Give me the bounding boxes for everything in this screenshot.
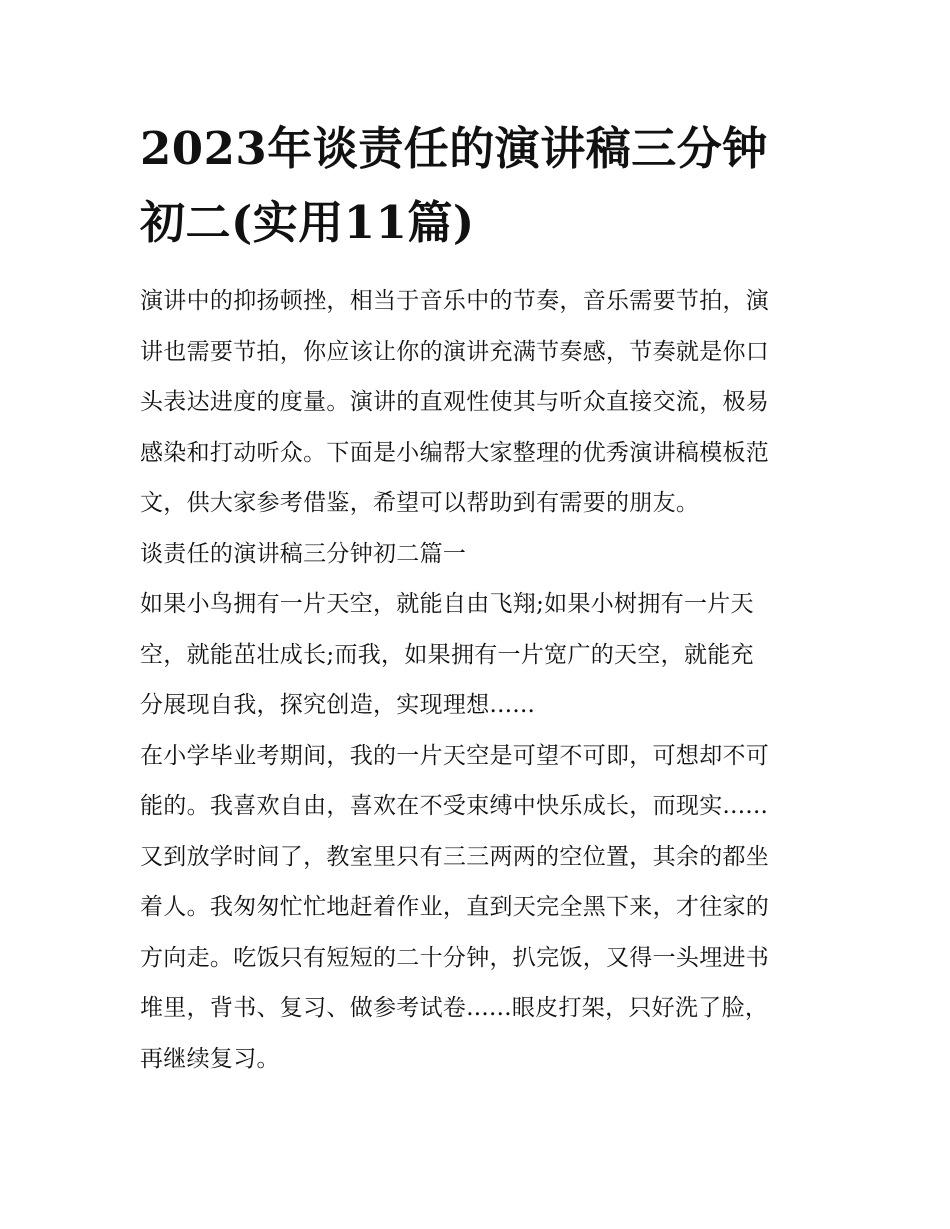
text-line: 演讲中的抑扬顿挫，相当于音乐中的节奏，音乐需要节拍，演: [140, 288, 770, 314]
title-line: 2023年谈责任的演讲稿三分钟: [140, 122, 768, 175]
intro-paragraph: [140, 276, 815, 529]
text-line: 在小学毕业考期间，我的一片天空是可望不可即，可想却不可: [140, 742, 770, 769]
text-line: 文，供大家参考借鉴，希望可以帮助到有需要的朋友。: [140, 490, 700, 516]
text-line: 能的。我喜欢自由，喜欢在不受束缚中快乐成长，而现实......: [140, 793, 769, 819]
text-line: 分展现自我，探究创造，实现理想......: [140, 692, 536, 718]
text-line: 如果小鸟拥有一片天空，就能自由飞翔;如果小树拥有一片天: [140, 591, 754, 617]
text-line: 头表达进度的度量。演讲的直观性使其与听众直接交流，极易: [140, 389, 770, 415]
text-line: 又到放学时间了，教室里只有三三两两的空位置，其余的都坐: [140, 843, 770, 870]
section-heading: [140, 529, 815, 580]
title-line: 初二(实用11篇): [140, 196, 475, 249]
body-paragraph: [140, 832, 815, 1085]
document-content: [140, 112, 815, 1084]
text-line: 着人。我匆匆忙忙地赶着作业，直到天完全黑下来，才往家的: [140, 894, 770, 920]
text-line: 堆里，背书、复习、做参考试卷......眼皮打架，只好洗了脸，: [140, 995, 769, 1021]
text-line: 方向走。吃饭只有短短的二十分钟，扒完饭，又得一头埋进书: [140, 944, 770, 971]
body-paragraph: [140, 731, 815, 832]
body-paragraph: [140, 579, 815, 731]
text-line: 谈责任的演讲稿三分钟初二篇一: [140, 540, 467, 567]
text-line: 再继续复习。: [140, 1045, 280, 1072]
document-body: [140, 276, 815, 1084]
document-title: [140, 112, 815, 260]
text-line: 讲也需要节拍，你应该让你的演讲充满节奏感，节奏就是你口: [140, 338, 770, 365]
text-line: 空，就能茁壮成长;而我，如果拥有一片宽广的天空，就能充: [140, 641, 754, 668]
text-line: 感染和打动听众。下面是小编帮大家整理的优秀演讲稿模板范: [140, 439, 770, 466]
